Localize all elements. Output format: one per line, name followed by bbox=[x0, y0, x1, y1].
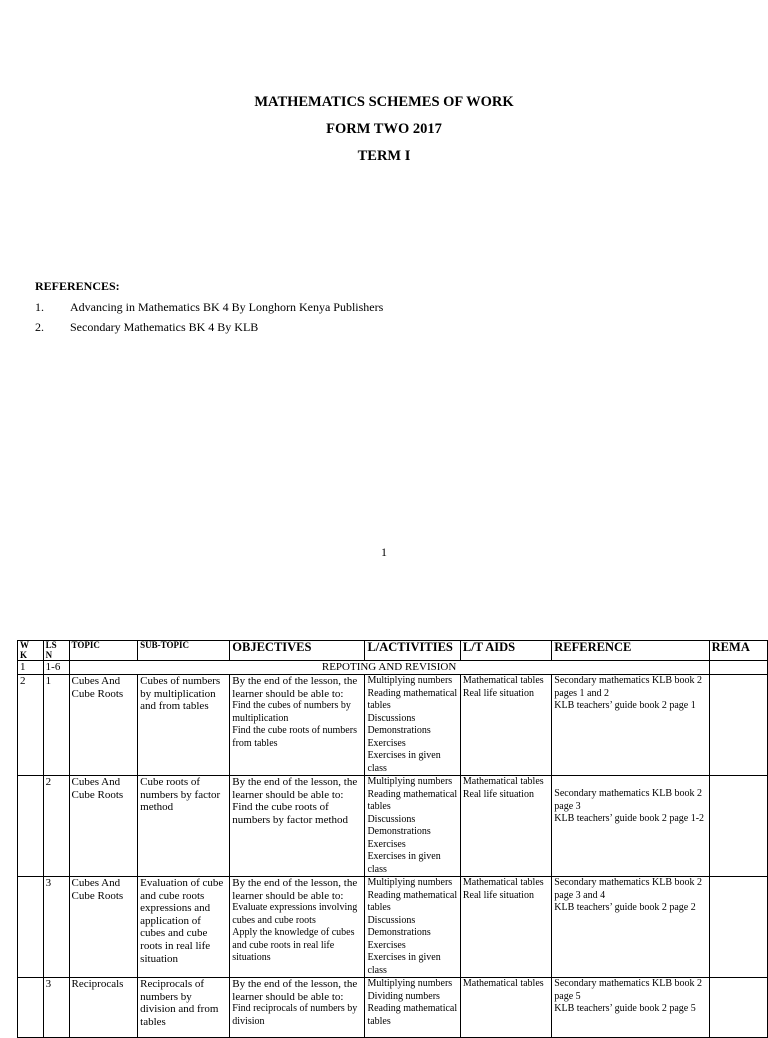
aids-cell: Mathematical tables Real life situation bbox=[460, 877, 551, 978]
objectives-cell: By the end of the lesson, the learner should be able to: Evaluate expressions involving cubes and cube roots Apply the knowledge of cubes and cube roots in real life situations bbox=[230, 877, 365, 978]
lesson-cell: 3 bbox=[43, 978, 69, 1038]
reference-cell: Secondary mathematics KLB book 2 page 3 KLB teachers’ guide book 2 page 1-2 bbox=[552, 776, 709, 877]
objectives-cell: By the end of the lesson, the learner should be able to: Find the cubes of numbers by multiplication Find the cube roots of numbers from tables bbox=[230, 675, 365, 776]
topic-cell: Cubes And Cube Roots bbox=[69, 776, 138, 877]
reference-cell: Secondary mathematics KLB book 2 page 5 KLB teachers’ guide book 2 page 5 bbox=[552, 978, 709, 1038]
table-row bbox=[18, 661, 768, 675]
week-cell bbox=[18, 776, 44, 877]
table-header-row bbox=[18, 641, 768, 661]
document-title: MATHEMATICS SCHEMES OF WORK bbox=[254, 94, 514, 110]
subtopic-cell: Cubes of numbers by multiplication and from tables bbox=[138, 675, 230, 776]
remarks-cell bbox=[709, 675, 767, 776]
topic-cell: Cubes And Cube Roots bbox=[69, 675, 138, 776]
reference-cell: Secondary mathematics KLB book 2 pages 1 and 2 KLB teachers’ guide book 2 page 1 bbox=[552, 675, 709, 776]
activities-cell: Multiplying numbers Dividing numbers Reading mathematical tables bbox=[365, 978, 460, 1038]
header-subtopic: SUB-TOPIC bbox=[138, 641, 230, 661]
remarks-cell bbox=[709, 978, 767, 1038]
subtopic-cell: Cube roots of numbers by factor method bbox=[138, 776, 230, 877]
reference-item bbox=[35, 300, 383, 315]
header-activities: L/ACTIVITIES bbox=[365, 641, 460, 661]
lesson-cell: 2 bbox=[43, 776, 69, 877]
header-reference: REFERENCE bbox=[552, 641, 709, 661]
remarks-cell bbox=[709, 661, 767, 675]
term-title: TERM I bbox=[357, 148, 411, 164]
lesson-cell: 1 bbox=[43, 675, 69, 776]
header-aids: L/T AIDS bbox=[460, 641, 551, 661]
header-remarks: REMA bbox=[709, 641, 767, 661]
table-row bbox=[18, 877, 768, 978]
header-lesson: LS N bbox=[43, 641, 69, 661]
header-week: W K bbox=[18, 641, 44, 661]
reference-item bbox=[35, 320, 258, 335]
lesson-cell: 3 bbox=[43, 877, 69, 978]
reference-text: Secondary Mathematics BK 4 By KLB bbox=[70, 320, 259, 334]
table-row bbox=[18, 776, 768, 877]
week-cell: 2 bbox=[18, 675, 44, 776]
lesson-cell: 1-6 bbox=[43, 661, 69, 675]
table-row bbox=[18, 675, 768, 776]
subtopic-cell: Evaluation of cube and cube roots expressions and application of cubes and cube roots in real life situation bbox=[138, 877, 230, 978]
reference-number: 1. bbox=[35, 300, 44, 314]
objectives-cell: By the end of the lesson, the learner should be able to: Find reciprocals of numbers by division bbox=[230, 978, 365, 1038]
topic-cell: Cubes And Cube Roots bbox=[69, 877, 138, 978]
week-cell bbox=[18, 877, 44, 978]
remarks-cell bbox=[709, 776, 767, 877]
objectives-cell: By the end of the lesson, the learner should be able to: Find the cube roots of numbers by factor method bbox=[230, 776, 365, 877]
activities-cell: Multiplying numbers Reading mathematical tables Discussions Demonstrations Exercises Exercises in given class bbox=[365, 675, 460, 776]
table-row bbox=[18, 978, 768, 1038]
topic-cell: Reciprocals bbox=[69, 978, 138, 1038]
header-topic: TOPIC bbox=[69, 641, 138, 661]
form-title: FORM TWO 2017 bbox=[326, 121, 442, 137]
activities-cell: Multiplying numbers Reading mathematical tables Discussions Demonstrations Exercises Exercises in given class bbox=[365, 877, 460, 978]
page-number: 1 bbox=[381, 545, 387, 559]
week-cell: 1 bbox=[18, 661, 44, 675]
aids-cell: Mathematical tables bbox=[460, 978, 551, 1038]
remarks-cell bbox=[709, 877, 767, 978]
reference-number: 2. bbox=[35, 320, 44, 334]
header-objectives: OBJECTIVES bbox=[230, 641, 365, 661]
reference-text: Advancing in Mathematics BK 4 By Longhorn Kenya Publishers bbox=[70, 300, 384, 314]
week-cell bbox=[18, 978, 44, 1038]
reference-cell: Secondary mathematics KLB book 2 page 3 and 4 KLB teachers’ guide book 2 page 2 bbox=[552, 877, 709, 978]
aids-cell: Mathematical tables Real life situation bbox=[460, 776, 551, 877]
activities-cell: Multiplying numbers Reading mathematical tables Discussions Demonstrations Exercises Exercises in given class bbox=[365, 776, 460, 877]
scheme-of-work-table bbox=[17, 640, 768, 1038]
aids-cell: Mathematical tables Real life situation bbox=[460, 675, 551, 776]
subtopic-cell: Reciprocals of numbers by division and from tables bbox=[138, 978, 230, 1038]
revision-title: REPOTING AND REVISION bbox=[69, 661, 709, 675]
references-heading: REFERENCES: bbox=[35, 279, 120, 293]
